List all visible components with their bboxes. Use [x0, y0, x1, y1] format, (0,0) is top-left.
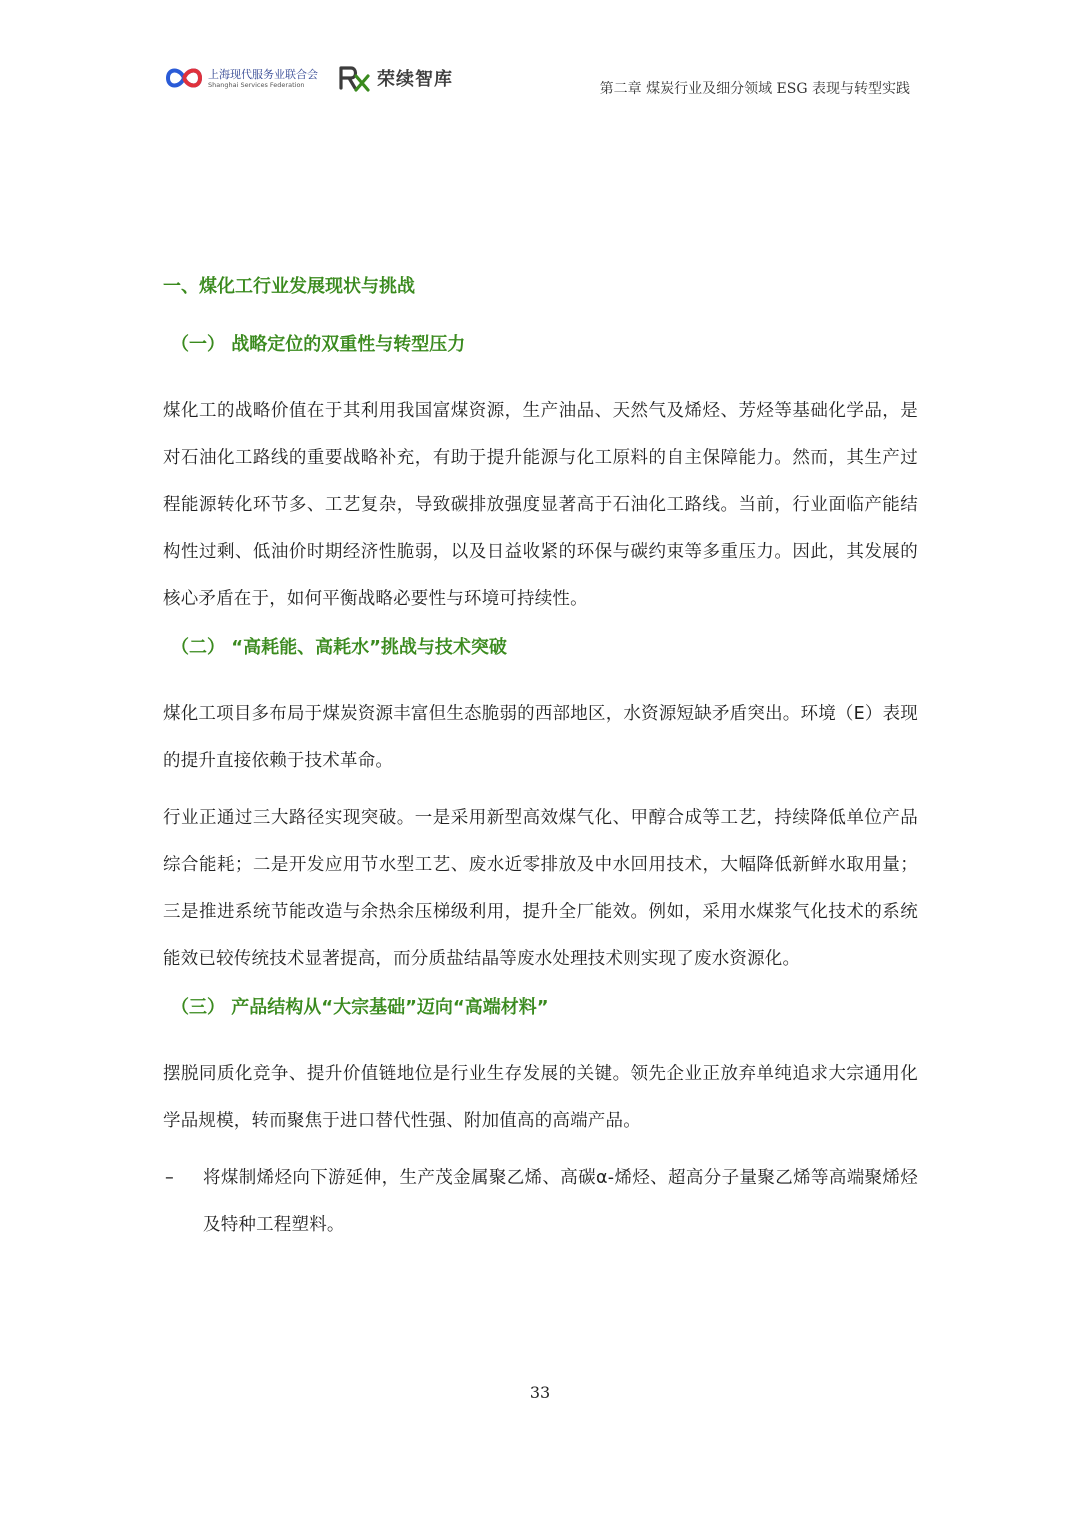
- section-title: 一、煤化工行业发展现状与挑战: [163, 276, 415, 297]
- federation-name-cn: 上海现代服务业联合会: [208, 68, 318, 81]
- subsection-title-2: （二） “高耗能、高耗水”挑战与技术突破: [171, 637, 507, 658]
- subsection-title-1: （一） 战略定位的双重性与转型压力: [171, 334, 466, 355]
- subsection-title-3: （三） 产品结构从“大宗基础”迈向“高端材料”: [171, 997, 549, 1018]
- chapter-title: 第二章 煤炭行业及细分领域 ESG 表现与转型实践: [599, 81, 910, 97]
- page-number: 33: [529, 1383, 551, 1402]
- think-tank-name: 荣续智库: [377, 69, 453, 90]
- paragraph-product-structure: 摆脱同质化竞争、提升价值链地位是行业生存发展的关键。领先企业正放弃单纯追求大宗通用化学品规模，转而聚焦于进口替代性强、附加值高的高端产品。: [163, 1064, 918, 1131]
- rongxu-think-tank-logo: [338, 64, 372, 92]
- paragraph-technical-breakthrough: 行业正通过三大路径实现突破。一是采用新型高效煤气化、甲醇合成等工艺，持续降低单位产品综合能耗；二是开发应用节水型工艺、废水近零排放及中水回用技术，大幅降低新鲜水取用量；三是推进系统节能改造与余热余压梯级利用，提升全厂能效。例如，采用水煤浆气化技术的系统能效已较传统技术显著提高，而分质盐结晶等废水处理技术则实现了废水资源化。: [163, 808, 918, 969]
- bullet-marker: –: [165, 1168, 174, 1188]
- page-header: [0, 0, 1080, 120]
- federation-name-en: Shanghai Services Federation: [208, 81, 305, 89]
- shanghai-services-federation-logo: [164, 62, 204, 94]
- paragraph-water-scarcity: 煤化工项目多布局于煤炭资源丰富但生态脆弱的西部地区，水资源短缺矛盾突出。环境（E）表现的提升直接依赖于技术革命。: [163, 704, 918, 771]
- paragraph-strategic-positioning: 煤化工的战略价值在于其利用我国富煤资源，生产油品、天然气及烯烃、芳烃等基础化学品，是对石油化工路线的重要战略补充，有助于提升能源与化工原料的自主保障能力。然而，其生产过程能源转化环节多、工艺复杂，导致碳排放强度显著高于石油化工路线。当前，行业面临产能结构性过剩、低油价时期经济性脆弱，以及日益收紧的环保与碳约束等多重压力。因此，其发展的核心矛盾在于，如何平衡战略必要性与环境可持续性。: [163, 401, 918, 609]
- document-body: [163, 272, 918, 1249]
- bullet-text: 将煤制烯烃向下游延伸，生产茂金属聚乙烯、高碳α-烯烃、超高分子量聚乙烯等高端聚烯烃及特种工程塑料。: [203, 1168, 918, 1235]
- bullet-item: [163, 1155, 918, 1249]
